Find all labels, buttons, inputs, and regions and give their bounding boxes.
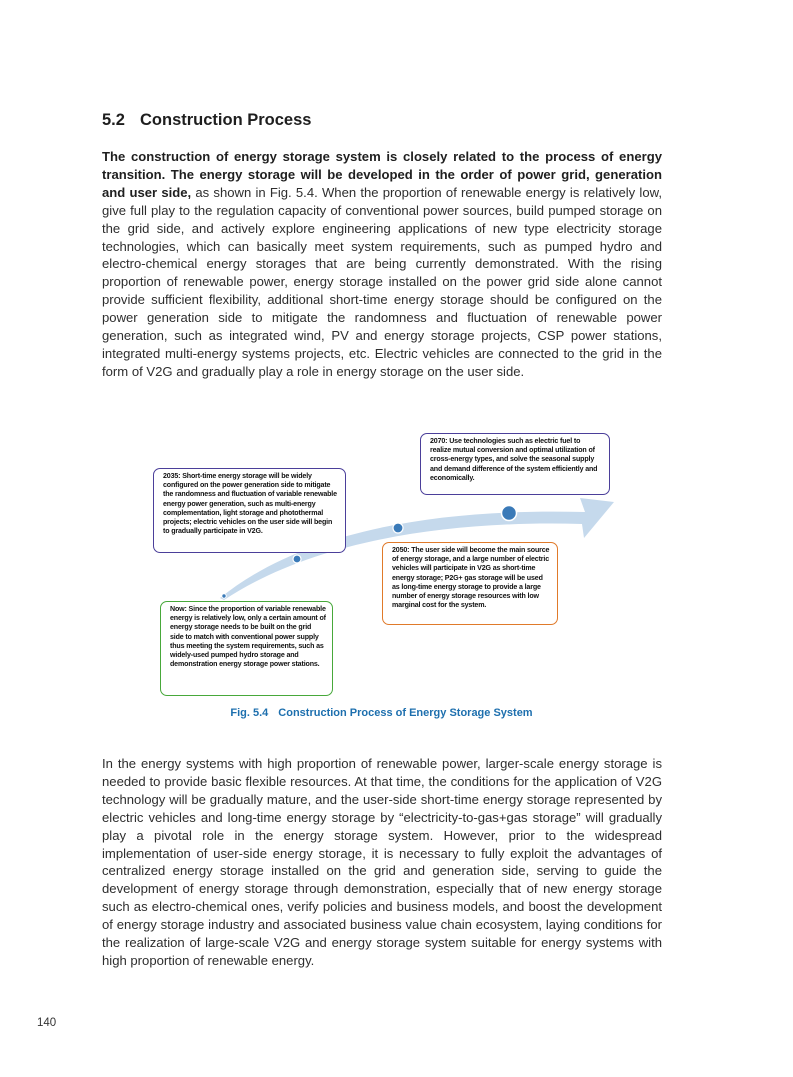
section-number: 5.2 bbox=[102, 111, 125, 129]
section-title: Construction Process bbox=[140, 111, 312, 129]
timeline-dot-now bbox=[222, 594, 226, 598]
timeline-dot-mid bbox=[393, 523, 403, 533]
figure-caption-label: Fig. 5.4 bbox=[230, 707, 269, 719]
body-paragraph: In the energy systems with high proportion of renewable power, larger-scale energy storage is needed to provide basic flexible resources. At that time, the conditions for the application of V2G technology will be gradually mature, and the user-side short-time energy storage represented by electric vehicles and long-time energy storage by “electricity-to-gas+gas storage” will gradually play a pivotal role in the energy storage system. However, prior to the widespread implementation of user-side energy storage, it is necessary to fully exploit the advantages of centralized energy storage installed on the grid and generation side, serving to guide the development of energy storage through demonstration, especially that of new energy storage such as electro-chemical ones, verify policies and business models, and boost the development of energy storage industry and associated business value chain ecosystem, laying conditions for the realization of large-scale V2G and energy storage system suitable for energy systems with high proportion of renewable energy. bbox=[102, 756, 662, 968]
timeline-dot-2035 bbox=[293, 555, 301, 563]
intro-body-text: as shown in Fig. 5.4. When the proportion of renewable energy is relatively low, give full play to the regulation capacity of conventional power sources, build pumped storage on the grid side, and actively explore engineering applications of new type electricity storage technologies, which can basically meet system requirements, such as pumped hydro and electro-chemical energy storages that are being currently demonstrated. With the rising proportion of renewable power, energy storage installed on the power grid side alone cannot provide sufficient flexibility, additional short-time energy storage should be configured on the power generation side to mitigate the randomness and fluctuation of renewable power generation, such as integrated wind, PV and energy storage projects, CSP power stations, integrated multi-energy systems projects, etc. Electric vehicles are connected to the grid in the form of V2G and gradually play a role in energy storage on the user side. bbox=[102, 184, 662, 379]
stage-2070-box: 2070: Use technologies such as electric fuel to realize mutual conversion and optimal utilization of cross-energy types, and solve the seasonal supply and demand difference of the system efficiently and economically. bbox=[420, 433, 610, 495]
intro-lead-text: The construction of energy storage system is closely related to the process of energy transition. The energy storage will be developed in the order of power grid, generation and user side, bbox=[102, 149, 662, 200]
figure-caption bbox=[0, 707, 763, 719]
stage-2035-box: 2035: Short-time energy storage will be widely configured on the power generation side to mitigate the randomness and fluctuation of variable renewable energy power generation, such as multi-energy complementation, light storage and photothermal projects; electric vehicles on the user side will begin to gradually participate in V2G. bbox=[153, 468, 346, 553]
stage-now-box: Now: Since the proportion of variable renewable energy is relatively low, only a certain amount of energy storage needs to be built on the grid side to match with conventional power supply thus meeting the system requirements, such as widely-used pumped hydro storage and demonstration energy storage power stations. bbox=[160, 601, 333, 696]
timeline-dot-2070 bbox=[502, 506, 517, 521]
page-number: 140 bbox=[37, 1017, 57, 1029]
figure-caption-text: Construction Process of Energy Storage System bbox=[278, 707, 533, 719]
stage-2050-box: 2050: The user side will become the main source of energy storage, and a large number of electric vehicles will participate in V2G as short-time energy storage; P2G+ gas storage will be used as long-time energy storage to provide a large number of energy storage resources with low marginal cost for the system. bbox=[382, 542, 558, 625]
section-heading bbox=[102, 111, 311, 130]
intro-paragraph bbox=[102, 148, 662, 381]
figure-construction-process bbox=[140, 428, 620, 703]
